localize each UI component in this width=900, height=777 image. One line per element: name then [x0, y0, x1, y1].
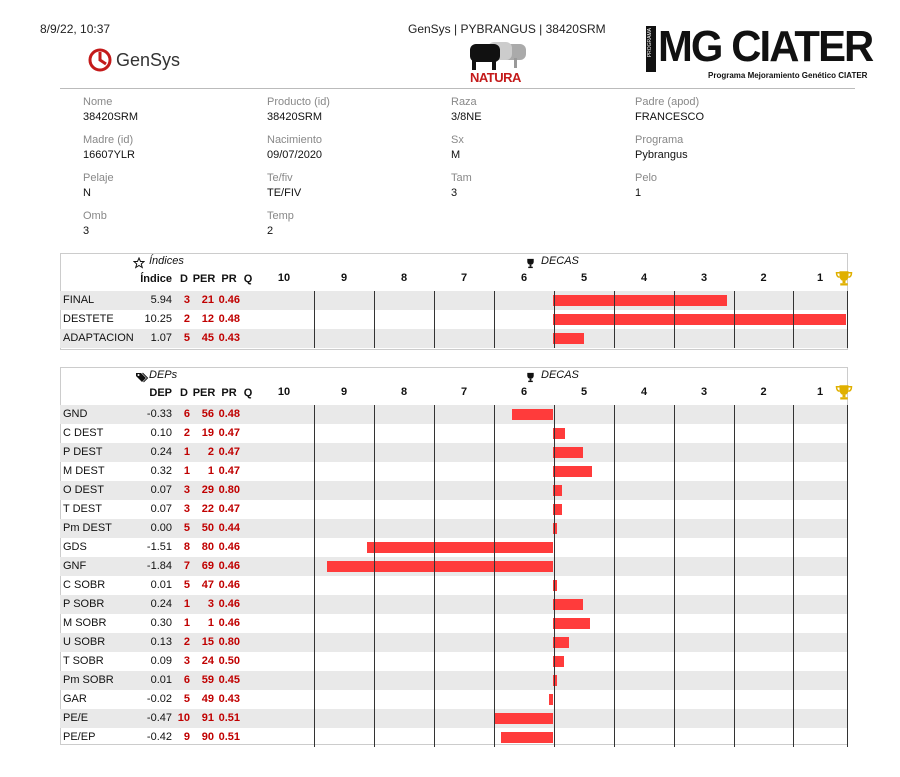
natura-logo-text: NATURA — [470, 70, 521, 85]
deca-header: 10 — [277, 386, 291, 398]
row-name: C SOBR — [63, 579, 106, 591]
deca-header: 8 — [400, 386, 408, 398]
row-d: 5 — [183, 693, 190, 705]
row-pr: 0.51 — [218, 731, 240, 743]
row-name: C DEST — [63, 427, 104, 439]
row-per: 59 — [201, 674, 214, 686]
row-value: 10.25 — [144, 313, 172, 325]
grid-line — [494, 291, 495, 348]
row-value: 0.10 — [150, 427, 172, 439]
row-per: 15 — [201, 636, 214, 648]
row-value: -0.33 — [146, 408, 172, 420]
row-value: 0.30 — [150, 617, 172, 629]
deca-header: 5 — [580, 386, 588, 398]
cattle-icon — [468, 40, 530, 72]
row-per: 24 — [201, 655, 214, 667]
deca-header: 3 — [700, 386, 708, 398]
field-value: Pybrangus — [635, 149, 688, 161]
gensys-logo-text: GenSys — [116, 50, 181, 70]
field-label: Temp — [267, 210, 294, 222]
row-name: GNF — [63, 560, 87, 572]
row-pr: 0.44 — [218, 522, 240, 534]
row-d: 2 — [183, 636, 190, 648]
row-pr: 0.46 — [218, 617, 240, 629]
field-label: Madre (id) — [83, 134, 134, 146]
row-value: -1.84 — [146, 560, 172, 572]
row-d: 3 — [183, 503, 190, 515]
grid-line — [374, 405, 375, 747]
section-title: Índices — [149, 255, 184, 267]
col-value-header: Índice — [140, 273, 172, 285]
gold-trophy-icon — [835, 269, 853, 292]
row-value: -0.47 — [146, 712, 172, 724]
deca-header: 5 — [580, 272, 588, 284]
field-value: M — [451, 149, 461, 161]
field-value: N — [83, 187, 91, 199]
field-label: Tam — [451, 172, 472, 184]
row-name: P SOBR — [63, 598, 105, 610]
field-label: Raza — [451, 96, 477, 108]
value-bar — [553, 599, 583, 610]
row-per: 12 — [201, 313, 214, 325]
row-value: 0.07 — [150, 503, 172, 515]
col-value-header: DEP — [149, 387, 172, 399]
row-name: Pm DEST — [63, 522, 112, 534]
value-bar — [553, 447, 583, 458]
deca-header: 7 — [460, 386, 468, 398]
row-per: 2 — [207, 446, 214, 458]
row-name: GAR — [63, 693, 87, 705]
row-name: FINAL — [63, 294, 95, 306]
deca-header: 6 — [520, 272, 528, 284]
row-pr: 0.47 — [218, 427, 240, 439]
row-name: P DEST — [63, 446, 103, 458]
mg-ciater-logo — [646, 22, 873, 84]
value-bar — [367, 542, 553, 553]
row-pr: 0.50 — [218, 655, 240, 667]
value-bar — [553, 637, 569, 648]
field-value: 3 — [83, 225, 90, 237]
row-d: 7 — [183, 560, 190, 572]
value-bar — [501, 732, 553, 743]
field-label: Nacimiento — [267, 134, 323, 146]
field-label: Programa — [635, 134, 684, 146]
grid-line — [554, 291, 555, 348]
grid-line — [734, 405, 735, 747]
row-per: 19 — [201, 427, 214, 439]
row-per: 21 — [201, 294, 214, 306]
deca-header: 4 — [640, 386, 648, 398]
decas-title: DECAS — [541, 255, 579, 267]
col-q-header: Q — [243, 273, 253, 285]
grid-line — [374, 291, 375, 348]
row-pr: 0.46 — [218, 294, 240, 306]
grid-line — [314, 405, 315, 747]
row-d: 3 — [183, 294, 190, 306]
col-per-header: PER — [192, 387, 216, 399]
value-bar — [553, 333, 584, 344]
row-name: O DEST — [63, 484, 104, 496]
row-pr: 0.46 — [218, 560, 240, 572]
row-d: 10 — [177, 712, 190, 724]
grid-line — [793, 291, 794, 348]
field-value: 38420SRM — [267, 111, 323, 123]
row-d: 2 — [183, 427, 190, 439]
row-pr: 0.48 — [218, 313, 240, 325]
row-name: T SOBR — [63, 655, 104, 667]
field-value: 38420SRM — [83, 111, 139, 123]
row-pr: 0.47 — [218, 465, 240, 477]
gold-trophy-icon — [835, 383, 853, 406]
deca-header: 1 — [816, 272, 824, 284]
row-pr: 0.43 — [218, 693, 240, 705]
row-per: 3 — [207, 598, 214, 610]
row-value: 0.00 — [150, 522, 172, 534]
row-value: 0.07 — [150, 484, 172, 496]
grid-line — [314, 291, 315, 348]
value-bar — [512, 409, 553, 420]
grid-line — [614, 291, 615, 348]
row-value: 0.24 — [150, 446, 172, 458]
row-d: 6 — [183, 408, 190, 420]
row-per: 1 — [207, 617, 214, 629]
natura-logo — [468, 40, 530, 86]
row-value: 0.01 — [150, 579, 172, 591]
row-per: 80 — [201, 541, 214, 553]
grid-line — [793, 405, 794, 747]
deca-header: 10 — [277, 272, 291, 284]
field-value: TE/FIV — [267, 187, 302, 199]
field-value: 16607YLR — [83, 149, 135, 161]
field-value: 3/8NE — [451, 111, 482, 123]
deca-header: 6 — [520, 386, 528, 398]
decas-title: DECAS — [541, 369, 579, 381]
field-label: Omb — [83, 210, 107, 222]
deca-header: 1 — [816, 386, 824, 398]
row-pr: 0.48 — [218, 408, 240, 420]
field-label: Pelaje — [83, 172, 114, 184]
col-pr-header: PR — [221, 273, 237, 285]
field-value: FRANCESCO — [635, 111, 705, 123]
deca-header: 2 — [760, 272, 767, 284]
row-value: 0.09 — [150, 655, 172, 667]
field-value: 3 — [451, 187, 458, 199]
grid-line — [734, 291, 735, 348]
row-d: 5 — [183, 522, 190, 534]
col-q-header: Q — [243, 387, 253, 399]
grid-line — [554, 405, 555, 747]
row-name: DESTETE — [63, 313, 114, 325]
grid-line — [847, 405, 848, 747]
row-name: Pm SOBR — [63, 674, 114, 686]
deca-header: 8 — [400, 272, 408, 284]
field-label: Padre (apod) — [635, 96, 700, 108]
deca-header: 9 — [340, 272, 348, 284]
value-bar — [549, 694, 553, 705]
field-label: Producto (id) — [267, 96, 330, 108]
grid-line — [847, 291, 848, 348]
grid-line — [614, 405, 615, 747]
row-d: 1 — [183, 617, 190, 629]
row-per: 56 — [201, 408, 214, 420]
field-label: Te/fiv — [267, 172, 293, 184]
value-bar — [553, 314, 846, 325]
row-per: 91 — [201, 712, 214, 724]
report-timestamp: 8/9/22, 10:37 — [40, 22, 111, 36]
row-value: 0.13 — [150, 636, 172, 648]
row-value: -0.02 — [146, 693, 172, 705]
row-d: 8 — [183, 541, 190, 553]
gensys-logo-icon — [88, 48, 112, 72]
row-name: PE/E — [63, 712, 89, 724]
row-name: PE/EP — [63, 731, 96, 743]
row-d: 5 — [183, 579, 190, 591]
row-pr: 0.47 — [218, 503, 240, 515]
deca-header: 3 — [700, 272, 708, 284]
row-d: 1 — [183, 446, 190, 458]
row-name: M DEST — [63, 465, 105, 477]
value-bar — [553, 295, 727, 306]
field-value: 09/07/2020 — [267, 149, 323, 161]
row-d: 3 — [183, 484, 190, 496]
row-value: -1.51 — [146, 541, 172, 553]
mg-logo-programa: PROGRAMA — [647, 28, 653, 58]
value-bar — [495, 713, 553, 724]
row-value: 0.24 — [150, 598, 172, 610]
row-per: 45 — [201, 332, 214, 344]
deca-header: 9 — [340, 386, 348, 398]
grid-line — [434, 291, 435, 348]
row-d: 1 — [183, 598, 190, 610]
row-pr: 0.43 — [218, 332, 240, 344]
row-d: 9 — [183, 731, 190, 743]
row-d: 1 — [183, 465, 190, 477]
row-per: 22 — [201, 503, 214, 515]
field-value: 2 — [267, 225, 274, 237]
row-per: 69 — [201, 560, 214, 572]
deca-header: 4 — [640, 272, 648, 284]
row-pr: 0.46 — [218, 541, 240, 553]
value-bar — [553, 618, 590, 629]
field-label: Sx — [451, 134, 464, 146]
header-divider — [60, 88, 855, 89]
row-pr: 0.46 — [218, 598, 240, 610]
row-name: GDS — [63, 541, 87, 553]
row-d: 3 — [183, 655, 190, 667]
row-name: M SOBR — [63, 617, 107, 629]
report-title: GenSys | PYBRANGUS | 38420SRM — [408, 22, 606, 36]
col-pr-header: PR — [221, 387, 237, 399]
row-pr: 0.80 — [218, 636, 240, 648]
row-d: 6 — [183, 674, 190, 686]
grid-line — [434, 405, 435, 747]
section-title: DEPs — [149, 369, 178, 381]
row-per: 90 — [201, 731, 214, 743]
row-pr: 0.46 — [218, 579, 240, 591]
row-d: 5 — [183, 332, 190, 344]
row-value: -0.42 — [146, 731, 172, 743]
row-d: 2 — [183, 313, 190, 325]
row-name: GND — [63, 408, 88, 420]
row-pr: 0.51 — [218, 712, 240, 724]
row-per: 1 — [207, 465, 214, 477]
mg-logo-subtitle: Programa Mejoramiento Genético CIATER — [708, 71, 868, 80]
row-pr: 0.47 — [218, 446, 240, 458]
col-per-header: PER — [192, 273, 216, 285]
row-name: T DEST — [63, 503, 102, 515]
row-pr: 0.80 — [218, 484, 240, 496]
field-label: Nome — [83, 96, 113, 108]
grid-line — [674, 291, 675, 348]
row-name: U SOBR — [63, 636, 106, 648]
row-value: 0.32 — [150, 465, 172, 477]
grid-line — [494, 405, 495, 747]
deca-header: 7 — [460, 272, 468, 284]
row-name: ADAPTACION — [63, 332, 134, 344]
row-value: 5.94 — [150, 294, 172, 306]
value-bar — [327, 561, 553, 572]
mg-logo-text: MG CIATER — [658, 22, 873, 71]
value-bar — [553, 466, 592, 477]
row-value: 1.07 — [150, 332, 172, 344]
field-label: Pelo — [635, 172, 658, 184]
col-d-header: D — [180, 387, 188, 399]
row-pr: 0.45 — [218, 674, 240, 686]
grid-line — [674, 405, 675, 747]
row-per: 47 — [201, 579, 214, 591]
row-value: 0.01 — [150, 674, 172, 686]
row-per: 29 — [201, 484, 214, 496]
row-per: 50 — [201, 522, 214, 534]
field-value: 1 — [635, 187, 642, 199]
deca-header: 2 — [760, 386, 767, 398]
row-per: 49 — [201, 693, 214, 705]
col-d-header: D — [180, 273, 188, 285]
